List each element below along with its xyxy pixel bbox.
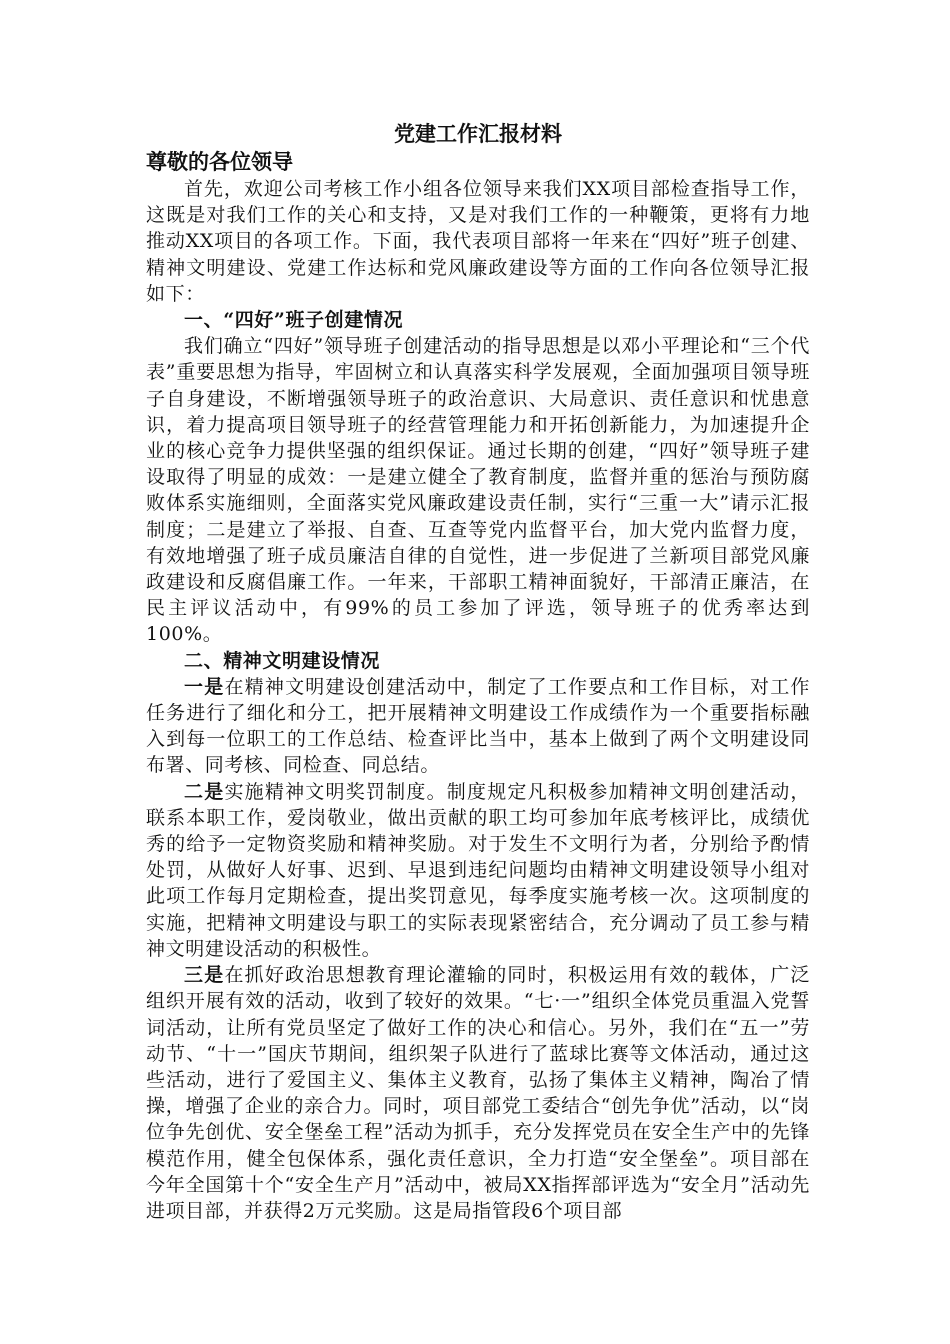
section2-item-1	[146, 674, 810, 779]
item-text: 实施精神文明奖罚制度。制度规定凡积极参加精神文明创建活动，联系本职工作，爱岗敬业，做出贡献的职工均可参加年底考核评比，成绩优秀的给予一定物资奖励和精神奖励。对于发生不文明行为者，分别给予酌情处罚，从做好人好事、迟到、早退到违纪问题均由精神文明建设领导小组对此项工作每月定期检查，提出奖罚意见，每季度实施考核一次。这项制度的实施，把精神文明建设与职工的实际表现紧密结合，充分调动了员工参与精神文明建设活动的积极性。	[146, 780, 811, 960]
item-text: 在精神文明建设创建活动中，制定了工作要点和工作目标，对工作任务进行了细化和分工，把开展精神文明建设工作成绩作为一个重要指标融入到每一位职工的工作总结、检查评比当中，基本上做到了两个文明建设同布署、同考核、同检查、同总结。	[146, 675, 811, 777]
section2-item-3	[146, 962, 810, 1224]
item-lead: 二是	[184, 780, 225, 803]
item-lead: 一是	[184, 675, 225, 698]
section1-heading: 一、“四好”班子创建情况	[184, 309, 404, 332]
document-body	[146, 118, 810, 1224]
document-title: 党建工作汇报材料	[394, 122, 562, 146]
item-text: 在抓好政治思想教育理论灌输的同时，积极运用有效的载体，广泛组织开展有效的活动，收到了较好的效果。“七·一”组织全体党员重温入党誓词活动，让所有党员坚定了做好工作的决心和信心。另外，我们在“五一”劳动节、“十一”国庆节期间，组织架子队进行了蓝球比赛等文体活动，通过这些活动，进行了爱国主义、集体主义教育，弘扬了集体主义精神，陶冶了情操，增强了企业的亲合力。同时，项目部党工委结合“创先争优”活动，以“岗位争先创优、安全堡垒工程”活动为抓手，充分发挥党员在安全生产中的先锋模范作用，健全包保体系，强化责任意识，全力打造“安全堡垒”。项目部在今年全国第十个“安全生产月”活动中，被局XX指挥部评选为“安全月”活动先进项目部，并获得2万元奖励。这是局指管段6个项目部	[146, 964, 811, 1222]
salutation: 尊敬的各位领导	[146, 150, 293, 174]
section2-item-2	[146, 779, 810, 962]
section2-heading: 二、精神文明建设情况	[184, 649, 381, 672]
section1-paragraph: 我们确立“四好”领导班子创建活动的指导思想是以邓小平理论和“三个代表”重要思想为指导，牢固树立和认真落实科学发展观，全面加强项目领导班子自身建设，不断增强领导班子的政治意识、大局意识、责任意识和忧患意识，着力提高项目领导班子的经营管理能力和开拓创新能力，为加速提升企业的核心竞争力提供坚强的组织保证。通过长期的创建，“四好”领导班子建设取得了明显的成效：一是建立健全了教育制度，监督并重的惩治与预防腐败体系实施细则，全面落实党风廉政建设责任制，实行“三重一大”请示汇报制度；二是建立了举报、自查、互查等党内监督平台，加大党内监督力度，有效地增强了班子成员廉洁自律的自觉性，进一步促进了兰新项目部党风廉政建设和反腐倡廉工作。一年来，干部职工精神面貌好，干部清正廉洁，在民主评议活动中，有99%的员工参加了评选，领导班子的优秀率达到100%。	[146, 335, 810, 646]
item-lead: 三是	[184, 964, 225, 987]
intro-paragraph: 首先，欢迎公司考核工作小组各位领导来我们XX项目部检查指导工作，这既是对我们工作的关心和支持，又是对我们工作的一种鞭策，更将有力地推动XX项目的各项工作。下面，我代表项目部将一年来在“四好”班子创建、精神文明建设、党建工作达标和党风廉政建设等方面的工作向各位领导汇报如下：	[146, 178, 810, 305]
